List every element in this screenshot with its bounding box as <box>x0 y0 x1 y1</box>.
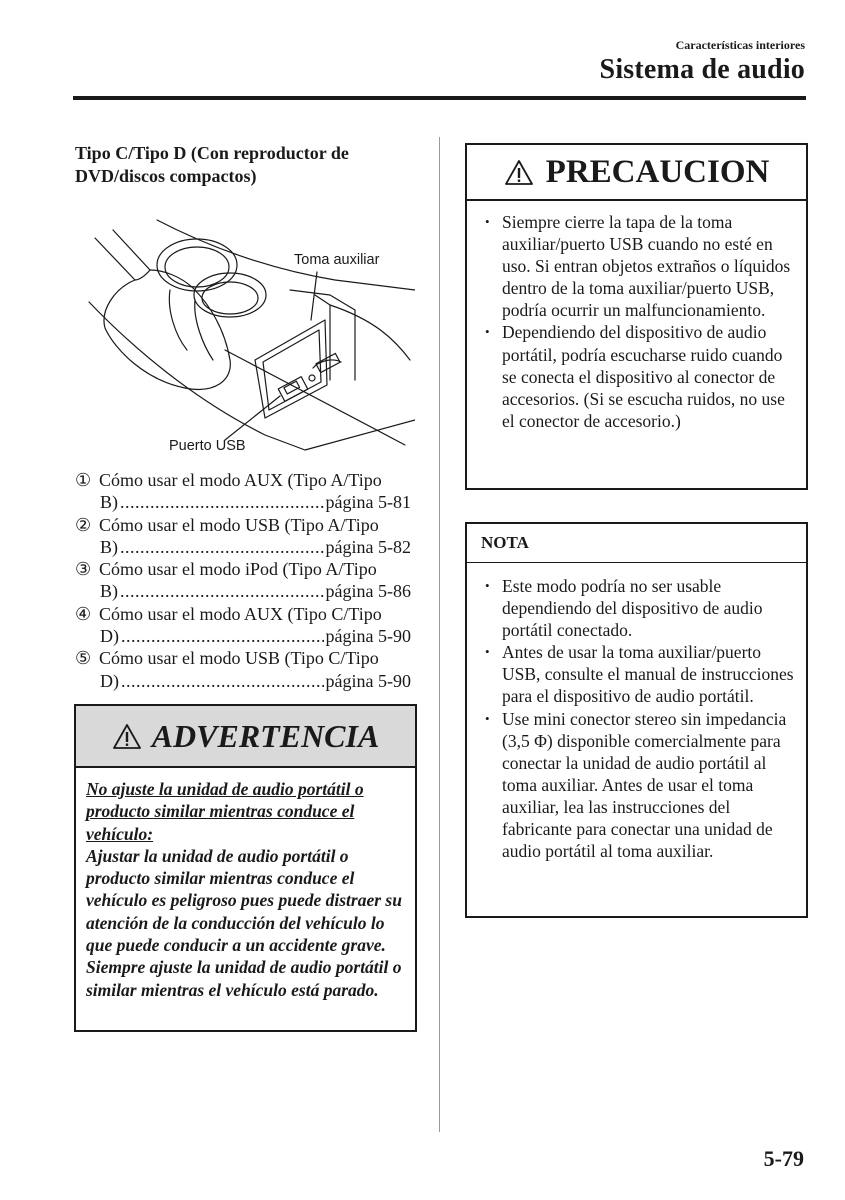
warning-triangle-icon <box>112 723 142 750</box>
caution-list <box>467 201 806 432</box>
usb-port-label: Puerto USB <box>169 438 246 454</box>
console-illustration <box>75 210 415 465</box>
list-item: • Este modo podría no ser usable dependiendo del dispositivo de audio portátil conectado. <box>482 575 796 641</box>
page-number: 5-79 <box>763 1146 804 1171</box>
toc-number: ③ <box>75 559 92 580</box>
toc-list <box>75 469 411 692</box>
toc-number: ⑤ <box>75 648 92 669</box>
toc-item[interactable] <box>75 469 411 514</box>
toc-lead: B) <box>100 536 118 557</box>
console-figure <box>75 210 415 465</box>
toc-text: Cómo usar el modo AUX (Tipo C/Tipo <box>99 603 382 624</box>
warning-title: ADVERTENCIA <box>151 717 380 754</box>
toc-number: ② <box>75 514 92 535</box>
toc-page-ref: página 5-81 <box>325 492 411 513</box>
column-divider <box>439 137 440 1132</box>
toc-text: Cómo usar el modo AUX (Tipo A/Tipo <box>99 470 382 490</box>
warning-triangle-icon <box>504 159 534 186</box>
warning-text: Ajustar la unidad de audio portátil o producto similar mientras conduce el vehículo es peligroso pues puede distraer su atención de la conducción del vehículo lo que puede conducir a un accidente grave. Siempre ajuste la unidad de audio portátil o similar mientras el vehículo está parado. <box>86 845 402 1000</box>
toc-number: ④ <box>75 603 92 624</box>
page-title: Sistema de audio <box>599 54 805 85</box>
caution-box <box>465 143 808 490</box>
toc-text: Cómo usar el modo USB (Tipo A/Tipo <box>99 514 379 535</box>
toc-item[interactable] <box>75 558 411 603</box>
toc-leader-dots <box>121 625 324 647</box>
toc-leader-dots <box>120 536 324 558</box>
caution-header <box>467 145 806 201</box>
note-title: NOTA <box>481 533 529 552</box>
list-item: • Use mini conector stereo sin impedancia (3,5 Φ) disponible comercialmente para conectar la unidad de audio portátil al toma auxiliar. Antes de usar el toma auxiliar, lea las instrucciones del fabricante para conectar una unidad de audio portátil al toma auxiliar. <box>482 708 796 863</box>
note-header <box>467 524 806 563</box>
toc-leader-dots <box>120 580 324 602</box>
note-box <box>465 522 808 918</box>
toc-text: Cómo usar el modo iPod (Tipo A/Tipo <box>99 559 377 580</box>
toc-text: Cómo usar el modo USB (Tipo C/Tipo <box>99 648 379 669</box>
toc-number: ① <box>75 470 92 490</box>
toc-lead: B) <box>100 492 118 513</box>
toc-page-ref: página 5-90 <box>325 670 411 691</box>
toc-lead: D) <box>100 670 119 691</box>
toc-lead: B) <box>100 581 118 602</box>
toc-item[interactable] <box>75 647 411 692</box>
list-item: • Siempre cierre la tapa de la toma auxiliar/puerto USB cuando no esté en uso. Si entran objetos extraños o líquidos dentro de la toma auxiliar/puerto USB, podría ocurrir un malfuncionamiento. <box>482 211 796 321</box>
toc-leader-dots <box>120 491 324 513</box>
caution-title: PRECAUCION <box>545 153 770 190</box>
toc-item[interactable] <box>75 514 411 559</box>
subheading: Tipo C/Tipo D (Con reproductor de DVD/discos compactos) <box>75 143 349 186</box>
toc-page-ref: página 5-82 <box>325 536 411 557</box>
header-rule <box>73 96 806 100</box>
aux-jack-label: Toma auxiliar <box>294 252 380 268</box>
list-item: • Antes de usar la toma auxiliar/puerto USB, consulte el manual de instrucciones para el dispositivo de audio portátil. <box>482 641 796 707</box>
section-kicker: Características interiores <box>675 38 805 52</box>
toc-leader-dots <box>121 670 324 692</box>
toc-lead: D) <box>100 626 119 647</box>
toc-item[interactable] <box>75 603 411 648</box>
note-list <box>467 563 806 862</box>
warning-lead-text: No ajuste la unidad de audio portátil o producto similar mientras conduce el vehículo: <box>86 779 364 844</box>
toc-page-ref: página 5-90 <box>325 626 411 647</box>
warning-box <box>74 704 417 1032</box>
warning-body <box>76 768 415 1001</box>
list-item: • Dependiendo del dispositivo de audio portátil, podría escucharse ruido cuando se conecta el dispositivo al conector de accesorios. (Si se escucha ruidos, no use el conector de accesorio.) <box>482 321 796 431</box>
warning-header <box>76 706 415 768</box>
toc-page-ref: página 5-86 <box>325 581 411 602</box>
